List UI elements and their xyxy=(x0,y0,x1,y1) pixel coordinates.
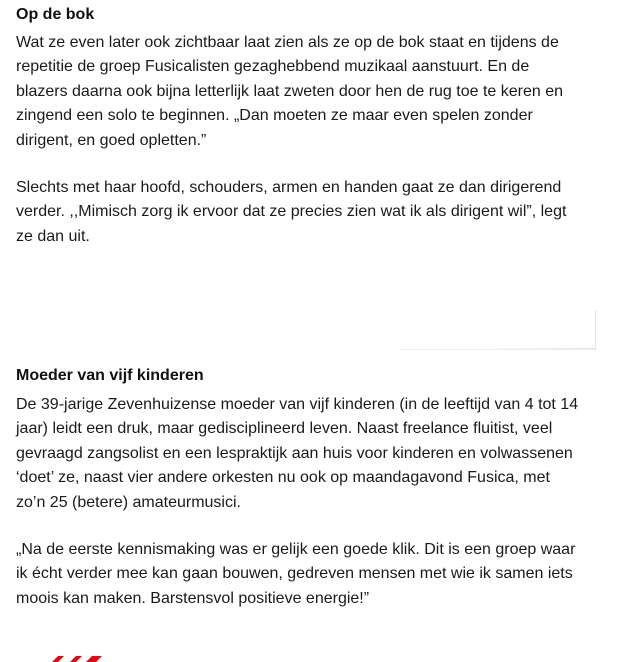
embedded-media-placeholder xyxy=(400,310,596,350)
text-line: moois kan maken. Barstensvol positieve energie!” xyxy=(16,589,370,607)
red-logo-fragment-icon xyxy=(48,656,108,662)
text-line: gevraagd zangsolist en een lespraktijk aan huis voor kinderen en volwassenen xyxy=(16,444,573,462)
text-line: Wat ze even later ook zichtbaar laat zien als ze op de bok staat en tijdens de xyxy=(16,34,559,51)
text-line: zo’n 25 (betere) amateurmusici. xyxy=(16,493,241,511)
text-line: dirigent, en goed opletten.” xyxy=(16,131,207,149)
text-line: „Na de eerste kennismaking was er gelijk een goede klik. Dit is een groep waar xyxy=(16,541,576,558)
paragraph-moeder-2 xyxy=(16,538,575,611)
text-line: blazers daarna ook bijna letterlijk laat zweten door hen de rug toe te keren en xyxy=(16,82,564,100)
text-line: verder. ,,Mimisch zorg ik ervoor dat ze precies zien wat ik als dirigent wil”, legt xyxy=(16,203,567,221)
text-line: De 39-jarige Zevenhuizense moeder van vijf kinderen (in de leeftijd van 4 tot 14 xyxy=(16,396,579,413)
paragraph-op-de-bok-2 xyxy=(16,176,566,249)
text-line: repetitie de groep Fusicalisten gezaghebbend muzikaal aanstuurt. En de xyxy=(16,58,530,76)
paragraph-op-de-bok-1 xyxy=(16,31,563,153)
text-line: jaar) leidt een druk, maar gedisciplineerd leven. Naast freelance fluitist, veel xyxy=(16,420,553,438)
logo-stroke-1 xyxy=(52,656,64,662)
logo-stroke-2 xyxy=(70,656,82,662)
section-heading-op-de-bok: Op de bok xyxy=(16,6,95,23)
section-heading-moeder-van-vijf-kinderen: Moeder van vijf kinderen xyxy=(16,367,204,384)
text-line: ze dan uit. xyxy=(16,227,90,245)
text-line: ik écht verder mee kan gaan bouwen, gedreven mensen met wie ik samen iets xyxy=(16,565,573,583)
logo-stroke-3 xyxy=(86,656,102,662)
paragraph-moeder-1 xyxy=(16,393,578,515)
text-line: ‘doet’ ze, naast vier andere orkesten nu ook op maandagavond Fusica, met xyxy=(16,469,550,487)
text-line: Slechts met haar hoofd, schouders, armen en handen gaat ze dan dirigerend xyxy=(16,179,562,196)
text-line: zingend een solo te beginnen. „Dan moeten ze maar even spelen zonder xyxy=(16,107,533,125)
